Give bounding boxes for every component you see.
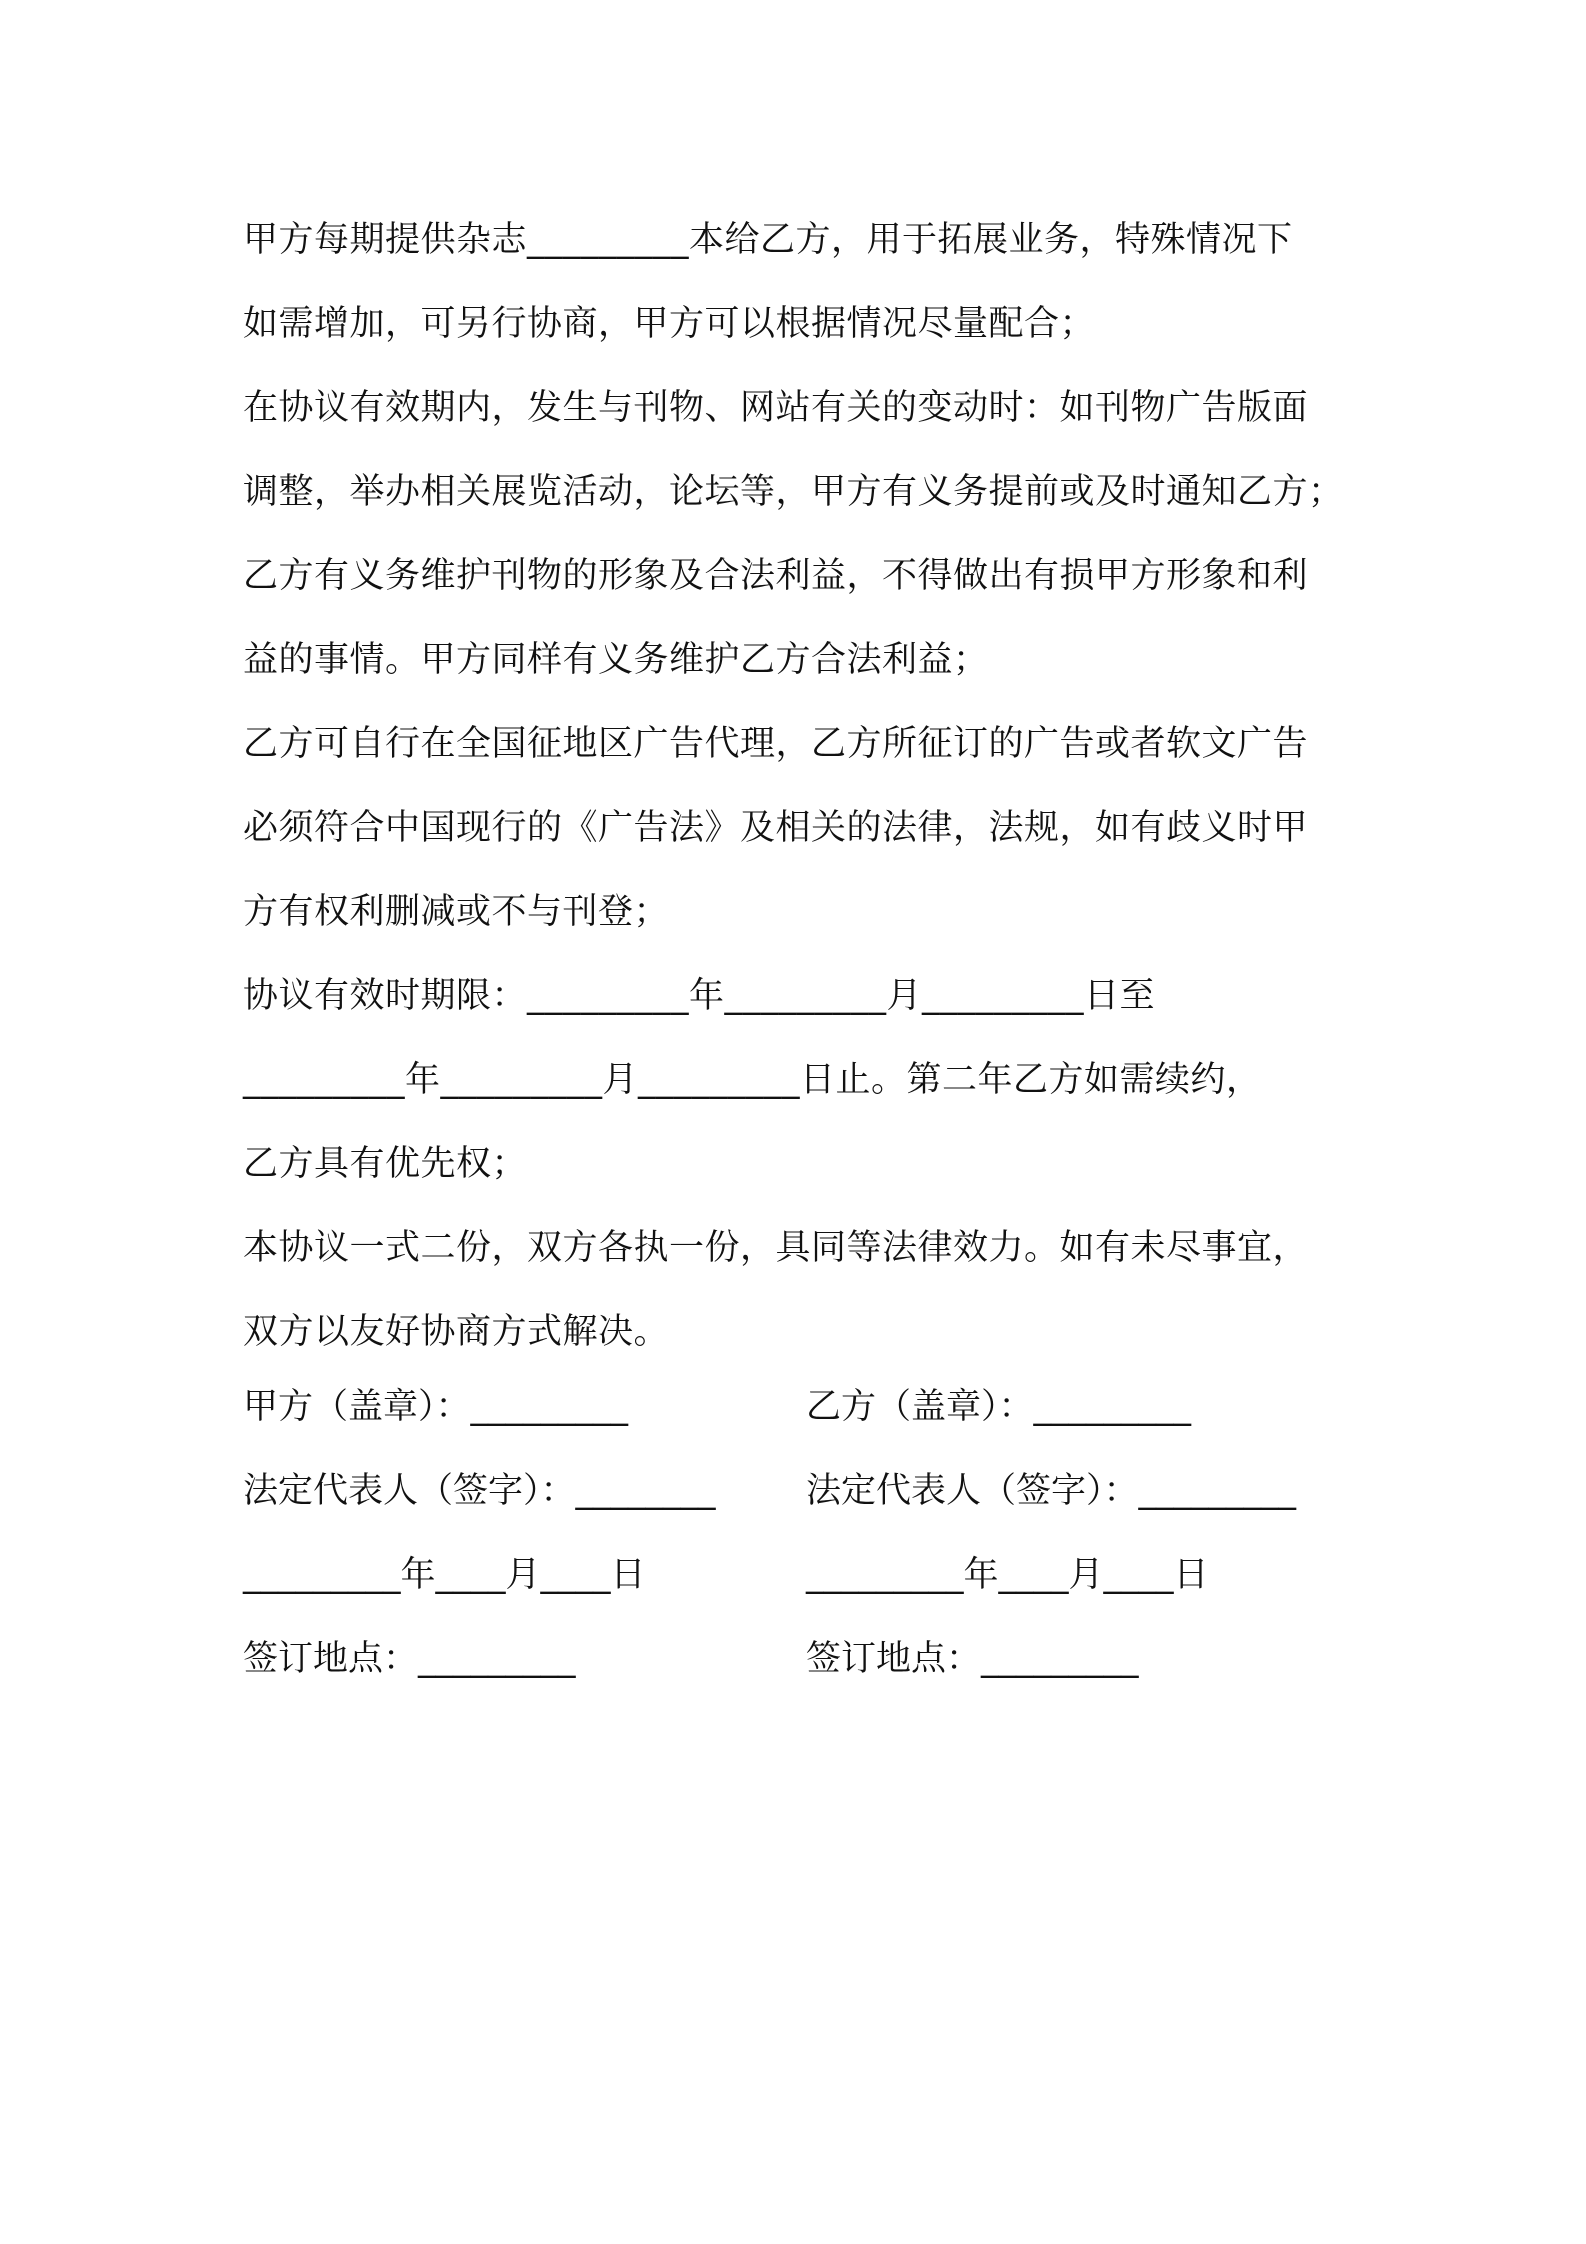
clause-magazine-supply [243, 198, 1353, 366]
signature-row-representative [243, 1449, 1353, 1533]
party-b-location: 签订地点：_________ [806, 1639, 1139, 1679]
party-a-representative: 法定代表人（签字）：________ [243, 1471, 716, 1511]
text-line: 甲方每期提供杂志_________本给乙方，用于拓展业务，特殊情况下 [243, 220, 1293, 260]
party-b-date: _________年____月____日 [806, 1555, 1209, 1595]
clause-image-protection [243, 534, 1353, 702]
party-b-seal: 乙方（盖章）：_________ [806, 1387, 1192, 1427]
text-line: 乙方有义务维护刊物的形象及合法利益，不得做出有损甲方形象和利 [243, 556, 1309, 596]
signature-row-seal [243, 1365, 1353, 1449]
clause-validity-period [243, 954, 1353, 1206]
text-line: 如需增加，可另行协商，甲方可以根据情况尽量配合； [243, 304, 1096, 344]
party-a-location: 签订地点：_________ [243, 1639, 576, 1679]
party-a-seal: 甲方（盖章）：_________ [243, 1387, 629, 1427]
clause-ad-agency [243, 702, 1353, 954]
clause-copies [243, 1206, 1353, 1374]
text-line: 调整，举办相关展览活动，论坛等，甲方有义务提前或及时通知乙方； [243, 472, 1344, 512]
party-a-date: _________年____月____日 [243, 1555, 646, 1595]
signature-section [243, 1365, 1353, 1701]
party-b-representative: 法定代表人（签字）：_________ [806, 1471, 1297, 1511]
signature-row-date [243, 1533, 1353, 1617]
text-line: 双方以友好协商方式解决。 [243, 1312, 670, 1352]
text-line: 方有权利删减或不与刊登； [243, 892, 670, 932]
text-line: _________年_________月_________日止。第二年乙方如需续约， [243, 1060, 1262, 1100]
text-line: 在协议有效期内，发生与刊物、网站有关的变动时：如刊物广告版面 [243, 388, 1309, 428]
text-line: 协议有效时期限：_________年_________月_________日至 [243, 976, 1156, 1016]
signature-row-location [243, 1617, 1353, 1701]
text-line: 乙方可自行在全国征地区广告代理，乙方所征订的广告或者软文广告 [243, 724, 1309, 764]
clause-change-notice [243, 366, 1353, 534]
agreement-body [243, 198, 1353, 1374]
text-line: 乙方具有优先权； [243, 1144, 528, 1184]
text-line: 必须符合中国现行的《广告法》及相关的法律，法规，如有歧义时甲 [243, 808, 1309, 848]
text-line: 益的事情。甲方同样有义务维护乙方合法利益； [243, 640, 989, 680]
text-line: 本协议一式二份，双方各执一份，具同等法律效力。如有未尽事宜， [243, 1228, 1309, 1268]
